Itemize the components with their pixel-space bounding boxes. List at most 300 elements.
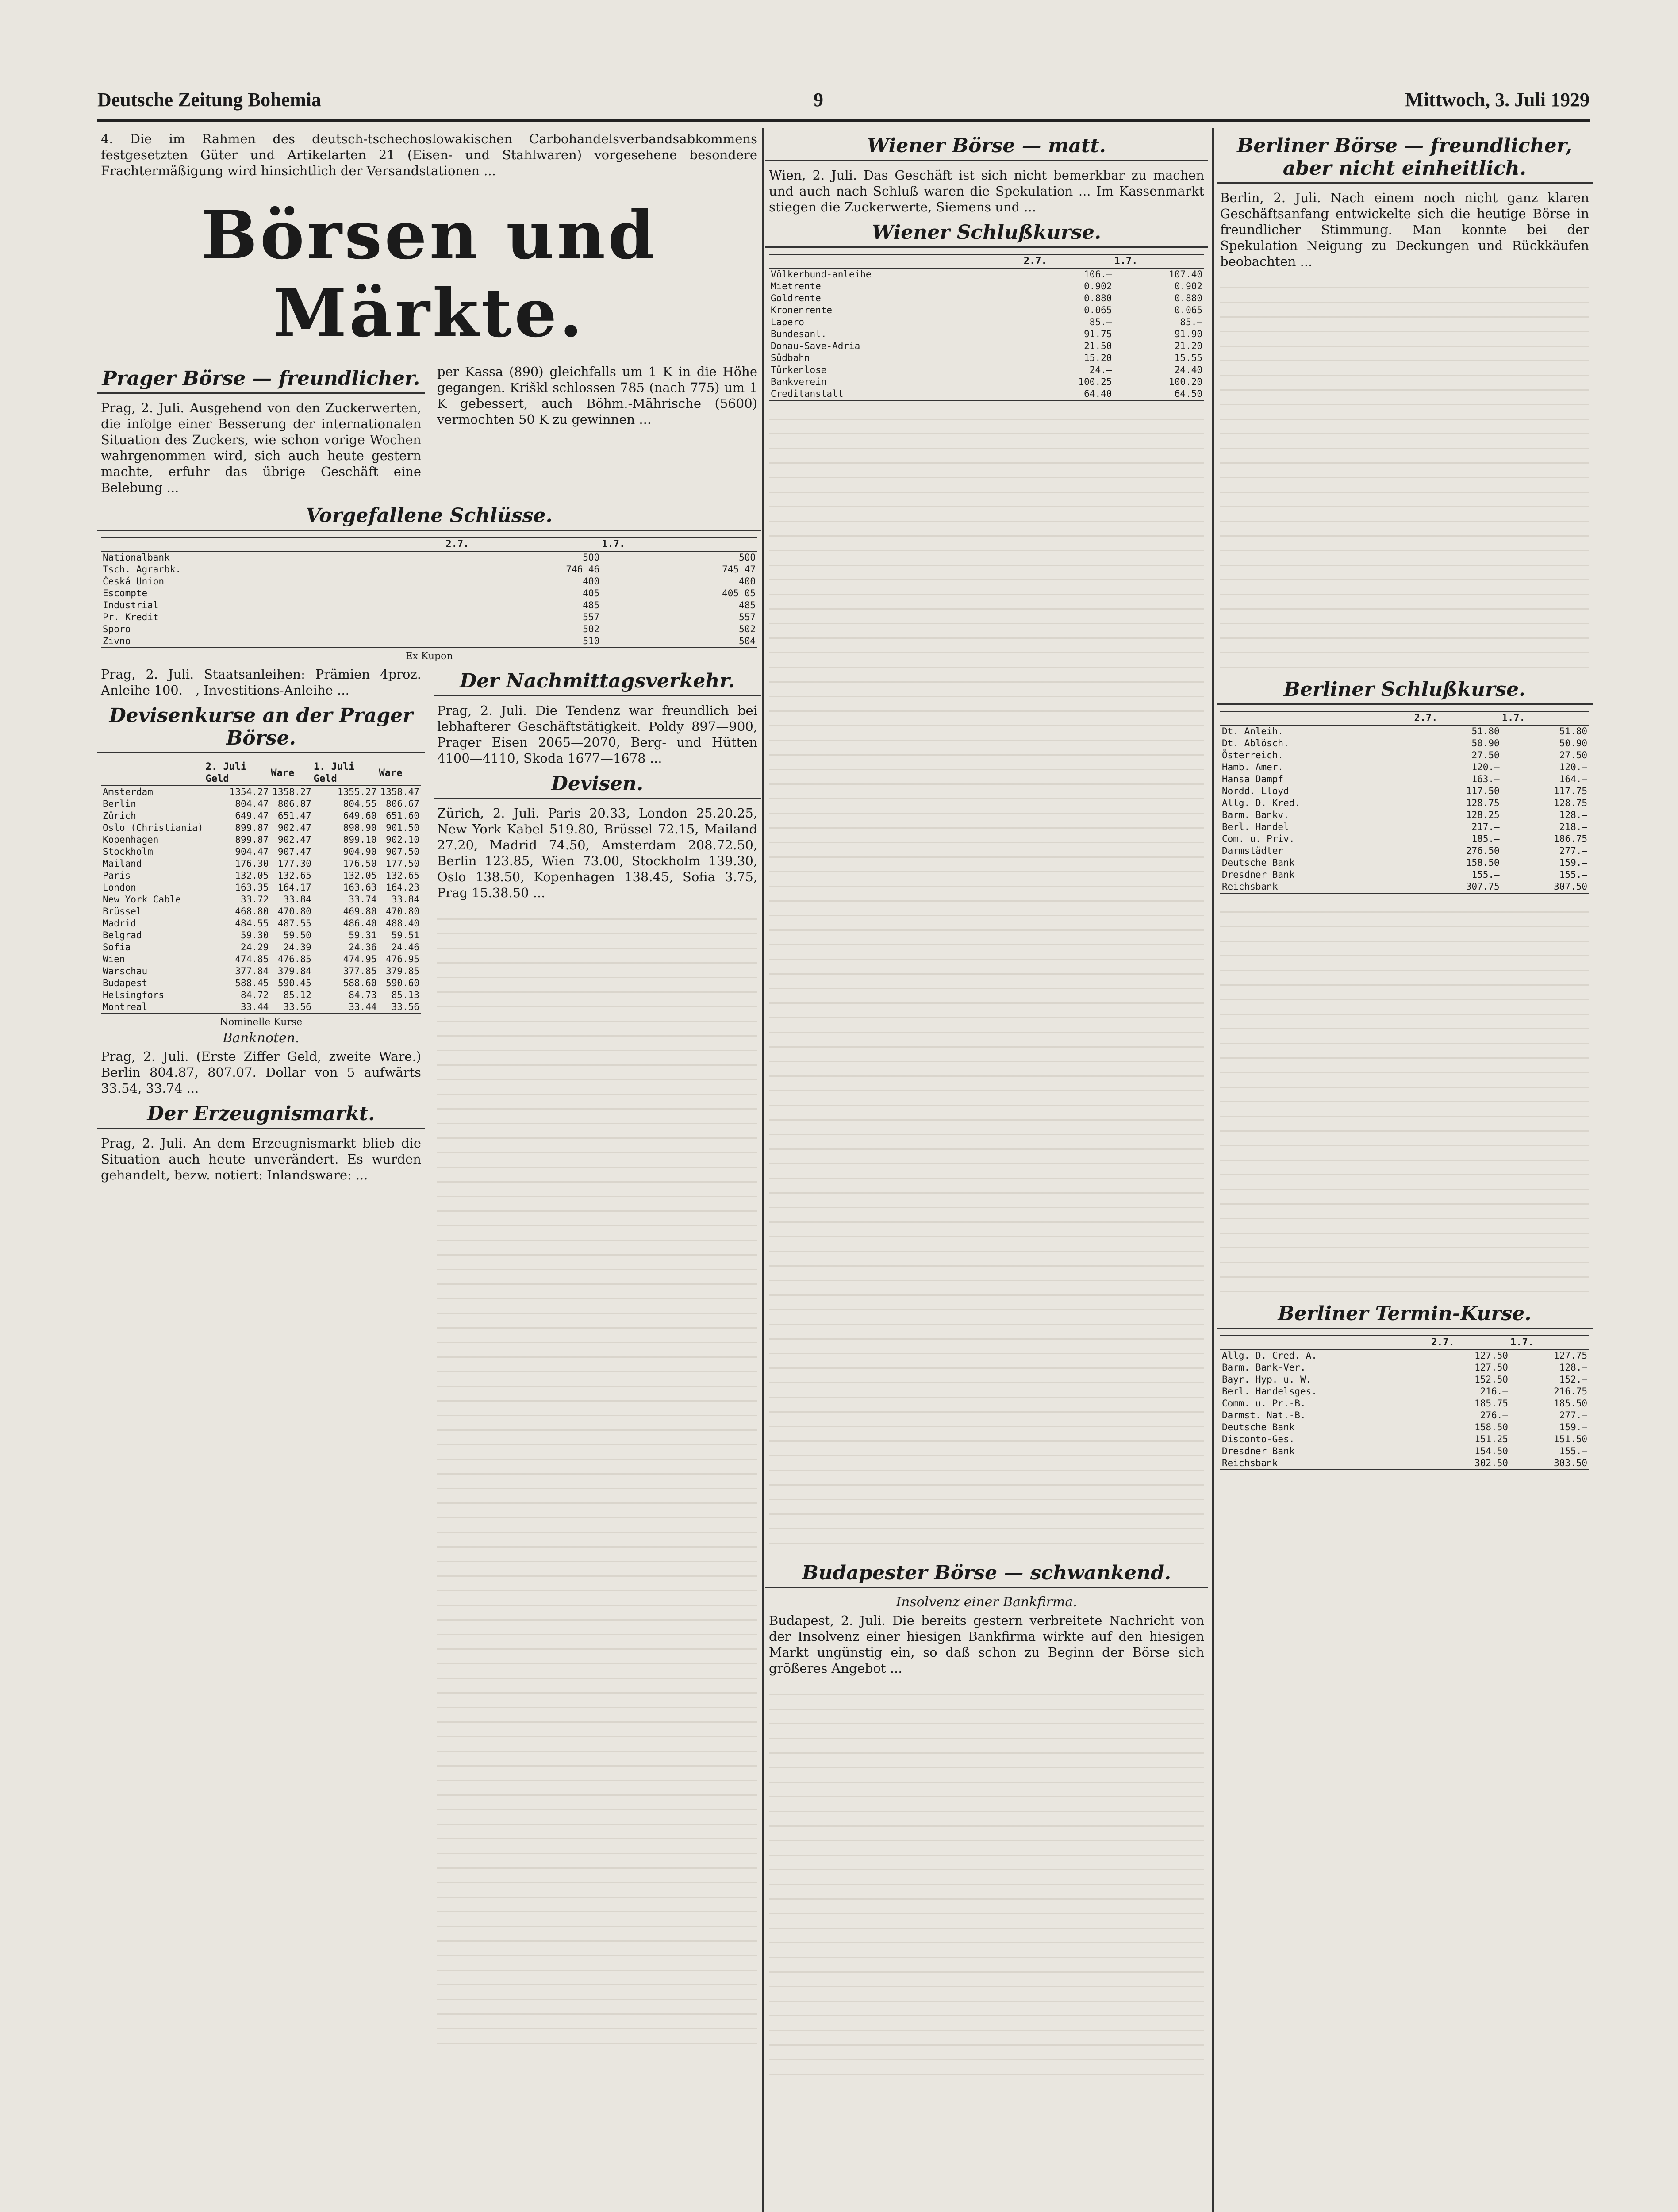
row-value: 51.80 [1559, 726, 1587, 737]
row-value: 84.73 [349, 990, 377, 1000]
row-value: 806.87 [277, 799, 311, 809]
prager-heading: Prager Börse — freundlicher. [97, 367, 425, 394]
row-label: Disconto-Ges. [1222, 1434, 1295, 1444]
table-row [101, 894, 421, 906]
table-row [101, 941, 421, 953]
row-label: Bankverein [771, 376, 827, 387]
row-value: 33.72 [241, 894, 269, 905]
row-value: 132.65 [386, 870, 419, 881]
row-value: 33.56 [391, 1002, 419, 1012]
row-value: 24.46 [391, 942, 419, 952]
row-value: 33.84 [391, 894, 419, 905]
row-value: 155.— [1471, 869, 1500, 880]
row-value: 899.87 [235, 822, 269, 833]
row-label: Deutsche Bank [1222, 857, 1295, 868]
row-value: 117.50 [1466, 786, 1500, 796]
erzeugnis-heading: Der Erzeugnismarkt. [97, 1102, 425, 1129]
row-value: 484.55 [235, 918, 269, 929]
table-row [1220, 797, 1589, 809]
row-value: 132.05 [343, 870, 377, 881]
row-value: 557 [583, 612, 600, 622]
prager-section [97, 361, 761, 498]
table-row [1220, 737, 1589, 749]
berliner-termin-heading: Berliner Termin-Kurse. [1217, 1302, 1593, 1329]
row-value: 557 [739, 612, 756, 622]
row-label: Allg. D. Cred.-A. [1222, 1350, 1317, 1361]
table-row [1220, 809, 1589, 821]
row-label: Česká Union [103, 576, 165, 587]
column-divider [1212, 128, 1214, 2212]
row-value: 504 [739, 636, 756, 646]
row-value: 85.— [1089, 317, 1112, 327]
masthead [97, 88, 1590, 122]
row-label: Barm. Bank-Ver. [1222, 1362, 1306, 1373]
row-value: 488.40 [386, 918, 419, 929]
row-label: Türkenlose [771, 365, 827, 375]
table-row [101, 870, 421, 882]
column-divider [762, 128, 764, 2212]
table-row [101, 576, 757, 588]
row-value: 185.75 [1474, 1398, 1508, 1409]
table-row [101, 810, 421, 822]
vorgefallene-footnote: Ex Kupon [405, 651, 453, 662]
row-value: 151.25 [1474, 1434, 1508, 1444]
table-row [1220, 725, 1589, 737]
banknoten-heading: Banknoten. [223, 1030, 300, 1046]
row-value: 185.50 [1554, 1398, 1587, 1409]
col-header: 2.7. [445, 538, 601, 551]
row-label: London [103, 882, 136, 893]
row-value: 377.85 [343, 966, 377, 976]
row-value: 216.— [1480, 1386, 1508, 1397]
row-label: Industrial [103, 600, 159, 611]
row-value: 485 [583, 600, 600, 611]
row-value: 163.— [1471, 774, 1500, 784]
row-value: 0.880 [1174, 293, 1202, 303]
row-value: 649.60 [343, 810, 377, 821]
row-value: 128.— [1559, 810, 1587, 820]
row-value: 470.80 [386, 906, 419, 917]
nachmittag-text: Prag, 2. Juli. Die Tendenz war freundlich bei lebhafterer Geschäftstätigkeit. Poldy 897—900, Prager Eisen 2065—2070, Berg- und Hütten 4100—4110, Skoda 1677—1678 ... [437, 703, 757, 766]
row-label: Reichsbank [1222, 1458, 1278, 1468]
table-row [1220, 1386, 1589, 1398]
row-value: 902.47 [277, 822, 311, 833]
berliner-schluss-table-wrap [1220, 711, 1589, 894]
row-value: 132.05 [235, 870, 269, 881]
col-header: 2.7. [1023, 255, 1114, 268]
row-value: 51.80 [1471, 726, 1500, 737]
row-label: Deutsche Bank [1222, 1422, 1295, 1432]
row-label: Berlin [103, 799, 136, 809]
table-row [769, 280, 1204, 292]
row-value: 24.— [1089, 365, 1112, 375]
devisen-prag-footnote: Nominelle Kurse [219, 1017, 303, 1028]
row-value: 163.35 [235, 882, 269, 893]
row-label: Creditanstalt [771, 388, 844, 399]
row-value: 216.75 [1554, 1386, 1587, 1397]
row-value: 902.47 [277, 834, 311, 845]
table-row [1220, 1433, 1589, 1445]
row-value: 902.10 [386, 834, 419, 845]
devisen-ausland-continuation [437, 905, 757, 2055]
row-value: 1358.47 [380, 787, 419, 797]
table-row [769, 268, 1204, 280]
devisen-prag-heading: Devisenkurse an der Prager Börse. [97, 704, 425, 753]
row-label: Kopenhagen [103, 834, 159, 845]
row-value: 33.44 [241, 1002, 269, 1012]
lower-left-section [97, 664, 761, 2060]
table-row [101, 834, 421, 846]
berliner-heading: Berliner Börse — freundlicher, aber nicht einheitlich. [1217, 134, 1593, 184]
col-header: 2.7. [1431, 1336, 1510, 1349]
row-value: 154.50 [1474, 1446, 1508, 1456]
row-value: 904.47 [235, 846, 269, 857]
row-value: 91.90 [1174, 329, 1202, 339]
berliner-termin-table [1220, 1336, 1589, 1469]
row-value: 164.— [1559, 774, 1587, 784]
row-value: 33.56 [283, 1002, 311, 1012]
row-label: Pr. Kredit [103, 612, 159, 622]
row-value: 218.— [1559, 822, 1587, 832]
table-row [101, 611, 757, 623]
row-value: 746 46 [566, 564, 600, 575]
row-value: 474.95 [343, 954, 377, 964]
row-label: Kronenrente [771, 305, 833, 315]
row-value: 85.— [1180, 317, 1202, 327]
row-value: 474.85 [235, 954, 269, 964]
row-value: 159.— [1559, 857, 1587, 868]
devisen-ausland-text: Zürich, 2. Juli. Paris 20.33, London 25.20.25, New York Kabel 519.80, Brüssel 72.15, Mailand 27.20, Madrid 74.50, Amsterdam 208.72.50, Berlin 123.85, Wien 73.00, Stockholm 139.30, Oslo 138.50, Kopenhagen 138.45, Sofia 3.75, Prag 15.38.50 ... [437, 806, 757, 900]
row-value: 163.63 [343, 882, 377, 893]
row-value: 379.85 [386, 966, 419, 976]
row-label: Stockholm [103, 846, 153, 857]
row-value: 276.50 [1466, 845, 1500, 856]
vorgefallene-table-wrap [101, 537, 757, 648]
row-value: 84.72 [241, 990, 269, 1000]
table-row [101, 588, 757, 599]
row-value: 155.— [1559, 869, 1587, 880]
table-row [769, 388, 1204, 400]
table-row [769, 328, 1204, 340]
row-value: 127.75 [1554, 1350, 1587, 1361]
col-header [1220, 712, 1413, 725]
row-label: Helsingfors [103, 990, 165, 1000]
main-title: Börsen und Märkte. [201, 196, 657, 352]
table-row [101, 786, 421, 798]
row-label: Nationalbank [103, 552, 170, 563]
prager-text-1: Prag, 2. Juli. Ausgehend von den Zuckerwerten, die infolge einer Besserung der internationalen Situation des Zuckers, wie schon vorige Wochen wahrgenommen wird, sich auch heute gestern machte, erfuhr das übrige Geschäft eine Belebung ... [101, 400, 421, 495]
row-value: 500 [583, 552, 600, 563]
row-value: 85.13 [391, 990, 419, 1000]
table-row [769, 316, 1204, 328]
col-header: 2. Juli Geld [205, 760, 271, 786]
row-value: 651.47 [277, 810, 311, 821]
row-value: 33.74 [349, 894, 377, 905]
row-value: 0.065 [1174, 305, 1202, 315]
row-value: 1355.27 [337, 787, 377, 797]
col-header: 2.7. [1413, 712, 1501, 725]
col-header: 1.7. [1501, 712, 1589, 725]
row-label: Oslo (Christiania) [103, 822, 204, 833]
row-value: 24.40 [1174, 365, 1202, 375]
col-header [101, 760, 205, 786]
row-label: Allg. D. Kred. [1222, 798, 1301, 808]
row-value: 33.44 [349, 1002, 377, 1012]
row-value: 158.50 [1474, 1422, 1508, 1432]
table-row [769, 352, 1204, 364]
row-value: 100.25 [1078, 376, 1112, 387]
row-value: 152.50 [1474, 1374, 1508, 1385]
row-value: 91.75 [1084, 329, 1112, 339]
table-row [101, 929, 421, 941]
row-value: 177.50 [386, 858, 419, 869]
row-value: 276.— [1480, 1410, 1508, 1421]
wiener-heading: Wiener Börse — matt. [765, 134, 1208, 161]
row-label: Wien [103, 954, 125, 964]
row-label: Paris [103, 870, 131, 881]
row-label: Lapero [771, 317, 804, 327]
row-label: Escompte [103, 588, 148, 599]
row-value: 804.55 [343, 799, 377, 809]
devisen-ausland-heading: Devisen. [434, 772, 761, 799]
row-label: Zivno [103, 636, 131, 646]
row-value: 907.47 [277, 846, 311, 857]
row-value: 0.880 [1084, 293, 1112, 303]
col-header: 1. Juli Geld [313, 760, 379, 786]
col-header [101, 538, 445, 551]
table-row [1220, 881, 1589, 893]
row-value: 302.50 [1474, 1458, 1508, 1468]
row-value: 899.87 [235, 834, 269, 845]
row-value: 303.50 [1554, 1458, 1587, 1468]
row-value: 901.50 [386, 822, 419, 833]
row-value: 152.— [1559, 1374, 1587, 1385]
table-row [1220, 1409, 1589, 1421]
table-row [1220, 785, 1589, 797]
table-row [101, 965, 421, 977]
row-value: 21.20 [1174, 341, 1202, 351]
row-value: 151.50 [1554, 1434, 1587, 1444]
row-value: 898.90 [343, 822, 377, 833]
row-value: 1358.27 [272, 787, 311, 797]
row-value: 107.40 [1169, 269, 1202, 280]
row-label: Österreich. [1222, 750, 1284, 760]
row-value: 50.90 [1471, 738, 1500, 749]
row-label: Dresdner Bank [1222, 1446, 1295, 1456]
row-value: 0.902 [1084, 281, 1112, 292]
row-value: 50.90 [1559, 738, 1587, 749]
row-label: Barm. Bankv. [1222, 810, 1289, 820]
table-row [1220, 1362, 1589, 1374]
table-row [1220, 1457, 1589, 1469]
row-value: 185.— [1471, 833, 1500, 844]
row-value: 468.80 [235, 906, 269, 917]
row-value: 128.75 [1466, 798, 1500, 808]
row-value: 117.75 [1554, 786, 1587, 796]
berliner-text: Berlin, 2. Juli. Nach einem noch nicht ganz klaren Geschäftsanfang entwickelte sich die heutige Börse in freundlicher Stimmung. Man konnte bei der Spekulation Neigung zu Deckungen und Rückkäufen beobachten ... [1220, 190, 1589, 269]
row-value: 469.80 [343, 906, 377, 917]
row-value: 128.75 [1554, 798, 1587, 808]
col-header: 1.7. [1114, 255, 1204, 268]
row-value: 24.29 [241, 942, 269, 952]
row-value: 590.60 [386, 978, 419, 988]
row-value: 502 [583, 624, 600, 634]
table-row [1220, 845, 1589, 857]
table-row [101, 822, 421, 834]
table-row [1220, 1421, 1589, 1433]
row-value: 400 [583, 576, 600, 587]
col-header [769, 255, 1023, 268]
row-value: 307.50 [1554, 881, 1587, 892]
table-row [769, 364, 1204, 376]
masthead-date: Mittwoch, 3. Juli 1929 [1405, 89, 1590, 111]
col-header: Ware [378, 760, 421, 786]
devisen-prag-table-wrap [101, 760, 421, 1014]
table-row [1220, 749, 1589, 761]
row-label: Tsch. Agrarbk. [103, 564, 181, 575]
table-row [1220, 773, 1589, 785]
vorgefallene-table [101, 538, 757, 647]
row-label: Sofia [103, 942, 131, 952]
row-value: 277.— [1559, 1410, 1587, 1421]
row-value: 377.84 [235, 966, 269, 976]
row-label: Darmst. Nat.-B. [1222, 1410, 1306, 1421]
table-row [101, 564, 757, 576]
table-row [101, 635, 757, 647]
devisen-prag-table [101, 760, 421, 1013]
row-value: 27.50 [1471, 750, 1500, 760]
row-value: 745 47 [722, 564, 756, 575]
row-label: Belgrad [103, 930, 142, 941]
row-value: 307.75 [1466, 881, 1500, 892]
table-row [1220, 821, 1589, 833]
row-value: 64.40 [1084, 388, 1112, 399]
table-row [1220, 857, 1589, 869]
row-value: 0.065 [1084, 305, 1112, 315]
row-label: Südbahn [771, 353, 810, 363]
row-value: 486.40 [343, 918, 377, 929]
table-row [101, 846, 421, 858]
row-value: 1354.27 [229, 787, 269, 797]
row-value: 164.23 [386, 882, 419, 893]
row-label: Hansa Dampf [1222, 774, 1284, 784]
row-label: Warschau [103, 966, 148, 976]
row-label: Dresdner Bank [1222, 869, 1295, 880]
row-value: 127.50 [1474, 1350, 1508, 1361]
row-value: 106.— [1084, 269, 1112, 280]
row-value: 487.55 [277, 918, 311, 929]
row-value: 59.31 [349, 930, 377, 941]
table-row [101, 858, 421, 870]
masthead-page-number: 9 [814, 89, 824, 111]
row-value: 217.— [1471, 822, 1500, 832]
table-row [101, 623, 757, 635]
row-value: 510 [583, 636, 600, 646]
row-value: 128.25 [1466, 810, 1500, 820]
row-value: 176.30 [235, 858, 269, 869]
intro-note: 4. Die im Rahmen des deutsch-tschechoslowakischen Carbohandelsverbandsabkommens festgesetzten Güter und Artikelarten 21 (Eisen- und Stahlwaren) vorgesehene besondere Frachtermäßigung wird hinsichtlich der Versandstationen ... [101, 131, 757, 178]
erzeugnis-text: Prag, 2. Juli. An dem Erzeugnismarkt blieb die Situation auch heute unverändert. Es wurden gehandelt, bezw. notiert: Inlandsware: ... [101, 1136, 421, 1183]
row-value: 164.17 [277, 882, 311, 893]
table-row [1220, 1445, 1589, 1457]
row-label: Bayr. Hyp. u. W. [1222, 1374, 1312, 1385]
column-right [1217, 128, 1593, 2212]
table-row [1220, 1374, 1589, 1386]
row-value: 502 [739, 624, 756, 634]
row-label: Dt. Anleih. [1222, 726, 1284, 737]
row-label: Berl. Handelsges. [1222, 1386, 1317, 1397]
row-value: 33.84 [283, 894, 311, 905]
row-value: 120.— [1471, 762, 1500, 772]
row-value: 485 [739, 600, 756, 611]
row-value: 85.12 [283, 990, 311, 1000]
row-value: 24.36 [349, 942, 377, 952]
wiener-schluss-table [769, 255, 1204, 400]
table-row [101, 977, 421, 989]
wiener-schluss-heading: Wiener Schlußkurse. [765, 221, 1208, 248]
berliner-schluss-continuation [1220, 898, 1589, 1296]
column-middle [765, 128, 1208, 2212]
col-header [1220, 1336, 1431, 1349]
table-row [1220, 833, 1589, 845]
row-value: 128.— [1559, 1362, 1587, 1373]
row-label: Nordd. Lloyd [1222, 786, 1289, 796]
table-row [101, 953, 421, 965]
row-label: Goldrente [771, 293, 821, 303]
berliner-termin-table-wrap [1220, 1335, 1589, 1470]
row-label: Sporo [103, 624, 131, 634]
budapester-subhead: Insolvenz einer Bankfirma. [896, 1594, 1077, 1610]
col-header: 1.7. [1510, 1336, 1589, 1349]
table-row [769, 340, 1204, 352]
table-row [101, 551, 757, 564]
row-label: Mailand [103, 858, 142, 869]
row-label: Madrid [103, 918, 136, 929]
row-value: 159.— [1559, 1422, 1587, 1432]
row-value: 588.45 [235, 978, 269, 988]
table-row [101, 599, 757, 611]
row-value: 132.65 [277, 870, 311, 881]
row-label: Berl. Handel [1222, 822, 1289, 832]
table-row [1220, 761, 1589, 773]
col-header: 1.7. [601, 538, 757, 551]
banknoten-text: Prag, 2. Juli. (Erste Ziffer Geld, zweite Ware.) Berlin 804.87, 807.07. Dollar von 5 aufwärts 33.54, 33.74 ... [101, 1049, 421, 1096]
wiener-schluss-table-wrap [769, 254, 1204, 401]
row-label: Amsterdam [103, 787, 153, 797]
row-value: 59.50 [283, 930, 311, 941]
column-left [97, 128, 761, 2212]
row-label: Dt. Ablösch. [1222, 738, 1289, 749]
row-value: 158.50 [1466, 857, 1500, 868]
row-value: 64.50 [1174, 388, 1202, 399]
row-value: 806.67 [386, 799, 419, 809]
row-value: 476.85 [277, 954, 311, 964]
row-value: 186.75 [1554, 833, 1587, 844]
row-value: 27.50 [1559, 750, 1587, 760]
row-value: 405 05 [722, 588, 756, 599]
table-row [101, 989, 421, 1001]
table-row [769, 376, 1204, 388]
table-row [101, 882, 421, 894]
col-header: Ware [270, 760, 313, 786]
row-value: 500 [739, 552, 756, 563]
row-value: 21.50 [1084, 341, 1112, 351]
wiener-text: Wien, 2. Juli. Das Geschäft ist sich nicht bemerkbar zu machen und auch nach Schluß waren die Spekulation ... Im Kassenmarkt stiegen die Zuckerwerte, Siemens und ... [769, 168, 1204, 215]
row-value: 590.45 [277, 978, 311, 988]
table-row [101, 906, 421, 918]
row-value: 899.10 [343, 834, 377, 845]
table-row [101, 918, 421, 929]
